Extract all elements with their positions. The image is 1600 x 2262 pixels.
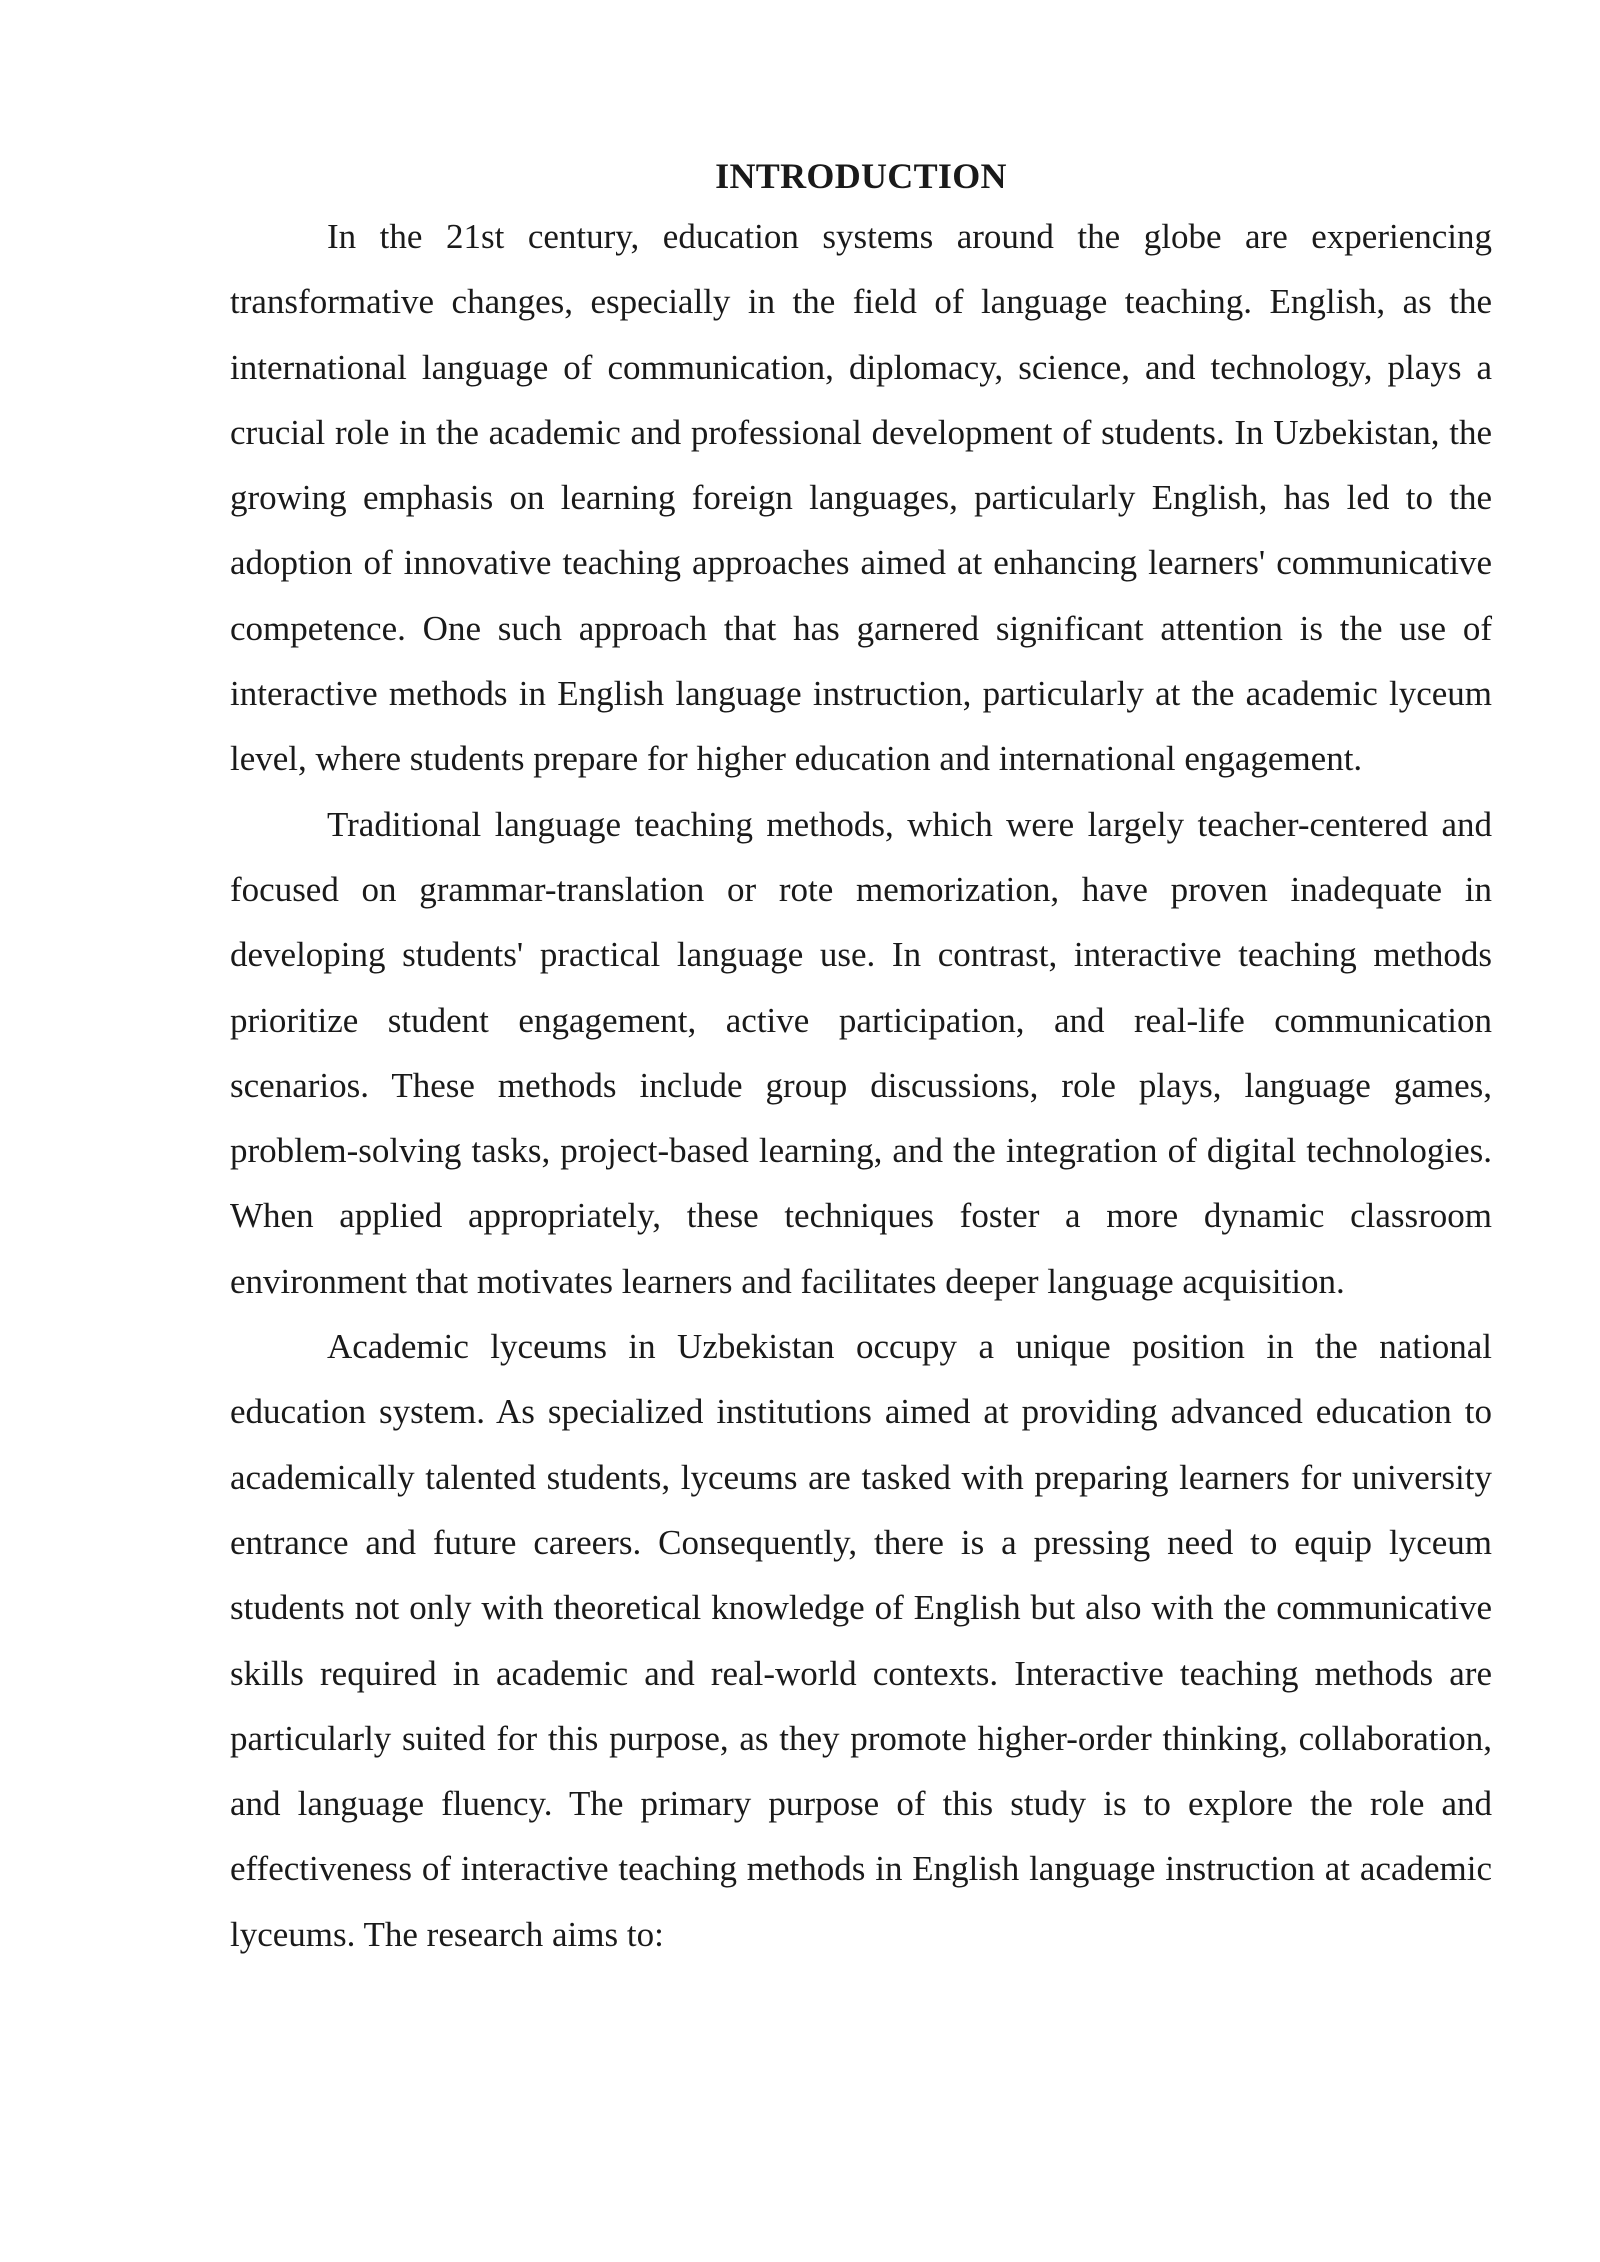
page-content [230,148,1492,1967]
page-title: INTRODUCTION [715,156,1007,196]
paragraph-1: In the 21st century, education systems around the globe are experiencing transformative changes, especially in the field of language teaching. English, as the international language of communication, diplomacy, science, and technology, plays a crucial role in the academic and professional development of students. In Uzbekistan, the growing emphasis on learning foreign languages, particularly English, has led to the adoption of innovative teaching approaches aimed at enhancing learners' communicative competence. One such approach that has garnered significant attention is the use of interactive methods in English language instruction, particularly at the academic lyceum level, where students prepare for higher education and international engagement. [230,217,1492,779]
paragraph-2: Traditional language teaching methods, which were largely teacher-centered and focused on grammar-translation or rote memorization, have proven inadequate in developing students' practical language use. In contrast, interactive teaching methods prioritize student engagement, active participation, and real-life communication scenarios. These methods include group discussions, role plays, language games, problem-solving tasks, project-based learning, and the integration of digital technologies. When applied appropriately, these techniques foster a more dynamic classroom environment that motivates learners and facilitates deeper language acquisition. [230,804,1492,1301]
paragraph-3: Academic lyceums in Uzbekistan occupy a unique position in the national education system. As specialized institutions aimed at providing advanced education to academically talented students, lyceums are tasked with preparing learners for university entrance and future careers. Consequently, there is a pressing need to equip lyceum students not only with theoretical knowledge of English but also with the communicative skills required in academic and real-world contexts. Interactive teaching methods are particularly suited for this purpose, as they promote higher-order thinking, collaboration, and language fluency. The primary purpose of this study is to explore the role and effectiveness of interactive teaching methods in English language instruction at academic lyceums. The research aims to: [230,1327,1492,1954]
